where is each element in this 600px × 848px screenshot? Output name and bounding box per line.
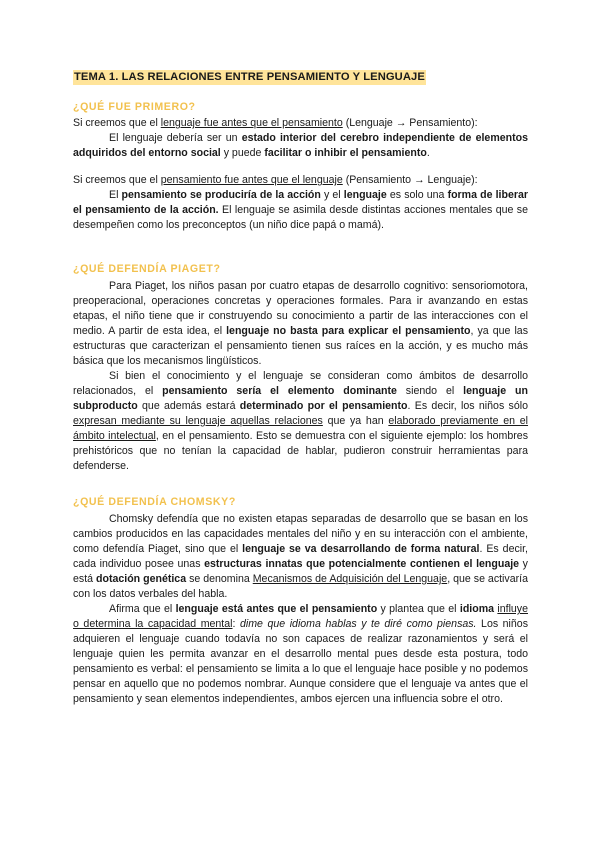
section-heading-primero: ¿QUÉ FUE PRIMERO? — [73, 101, 196, 113]
document-title — [73, 71, 426, 83]
paragraph: El pensamiento se produciría de la acción y el lenguaje es solo una forma de liberar el pensamiento de la acción. El lenguaje se asimila desde distintas acciones mentales que se desempeñen como los preconceptos (un niño dice papá o mamá). — [73, 189, 528, 231]
paragraph: Afirma que el lenguaje está antes que el pensamiento y plantea que el idioma influye o determina la capacidad mental: dime que idioma hablas y te diré como piensas. Los niños adquieren el lenguaje cuando todavía no son capaces de realizar razonamientos y será el lenguaje quien les permita avanzar en el desarrollo mental pues desde esta postura, todo pensamiento es verbal: el pensamiento se limita a lo que el lenguaje hace posible y no podemos pensar en aquello que no podemos nombrar. Aunque considere que el lenguaje va antes que el pensamiento y sean elementos independientes, ambos ejercen una influencia sobre el otro. — [73, 603, 528, 705]
section-body-piaget — [73, 279, 528, 474]
paragraph: Si bien el conocimiento y el lenguaje se consideran como ámbitos de desarrollo relacionados, el pensamiento sería el elemento dominante siendo el lenguaje un subproducto que además estará determinado por el pensamiento. Es decir, los niños sólo expresan mediante su lenguaje aquellas relaciones que ya han elaborado previamente en el ámbito intelectual, en el pensamiento. Esto se demuestra con el siguiente ejemplo: los hombres prehistóricos que no tenían la capacidad de hablar, pudieron construir herramientas para defenderse. — [73, 370, 529, 472]
paragraph: Para Piaget, los niños pasan por cuatro etapas de desarrollo cognitivo: sensoriomotora, preoperacional, operaciones concretas y operaciones formales. Para ir avanzando en estas etapas, el niño tiene que ir construyendo su conocimiento a partir de las interacciones con el medio. A partir de esta idea, el lenguaje no basta para explicar el pensamiento, ya que las estructuras que caracterizan el pensamiento tienen sus raíces en la acción, y es mucho más básica que los mecanismos lingüísticos. — [73, 280, 528, 367]
section-body-primero — [73, 116, 528, 161]
title-highlight: TEMA 1. LAS RELACIONES ENTRE PENSAMIENTO Y LENGUAJE — [74, 71, 425, 83]
section-body-primero-2 — [73, 173, 528, 233]
paragraph: Si creemos que el pensamiento fue antes que el lenguaje (Pensamiento → Lenguaje): — [73, 174, 478, 186]
paragraph: Si creemos que el lenguaje fue antes que el pensamiento (Lenguaje → Pensamiento): — [73, 117, 478, 129]
paragraph: El lenguaje debería ser un estado interior del cerebro independiente de elementos adquiridos del entorno social y puede facilitar o inhibir el pensamiento. — [73, 132, 528, 159]
section-heading-piaget: ¿QUÉ DEFENDÍA PIAGET? — [73, 263, 221, 275]
paragraph: Chomsky defendía que no existen etapas separadas de desarrollo que se basan en los cambios producidos en las capacidades mentales del niño y en su interacción con el ambiente, como defendía Piaget, sino que el lenguaje se va desarrollando de forma natural. Es decir, cada individuo posee unas estructuras innatas que potencialmente contienen el lenguaje y está dotación genética se denomina Mecanismos de Adquisición del Lenguaje, que se activaría con los datos verbales del habla. — [73, 513, 528, 600]
section-heading-chomsky: ¿QUÉ DEFENDÍA CHOMSKY? — [73, 496, 236, 508]
section-body-chomsky — [73, 512, 528, 707]
